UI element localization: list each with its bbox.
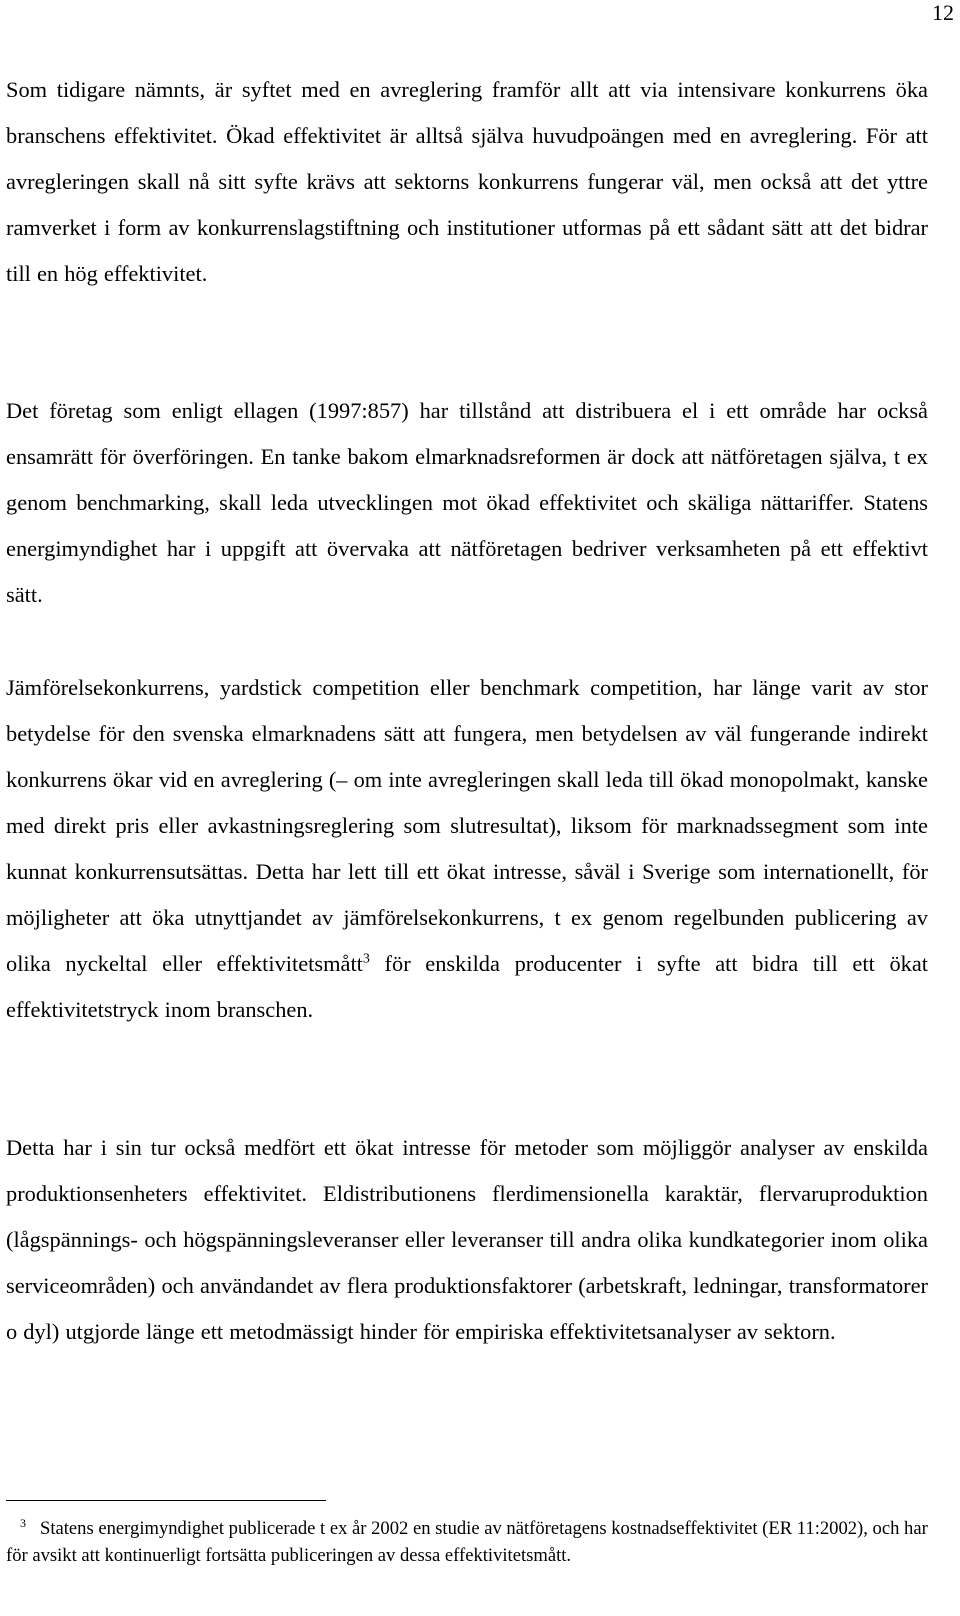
body-paragraph-1: Som tidigare nämnts, är syftet med en avreglering framför allt att via intensivare konkurrens öka branschens effektivitet. Ökad effektivitet är alltså själva huvudpoängen med en avreglering. För att avregleringen skall nå sitt syfte krävs att sektorns konkurrens fungerar väl, men också att det yttre ramverket i form av konkurrenslagstiftning och institutioner utformas på ett sådant sätt att det bidrar till en hög effektivitet. [6, 77, 928, 286]
body-paragraph-3 [6, 665, 928, 1033]
page-number: 12 [932, 0, 954, 25]
footnote-separator [6, 1500, 326, 1501]
body-paragraph-2: Det företag som enligt ellagen (1997:857) har tillstånd att distribuera el i ett område har också ensamrätt för överföringen. En tanke bakom elmarknadsreformen är dock att nätföretagen själva, t ex genom benchmarking, skall leda utvecklingen mot ökad effektivitet och skäliga nättariffer. Statens energimyndighet har i uppgift att övervaka att nätföretagen bedriver verksamheten på ett effektivt sätt. [6, 398, 928, 607]
footnote-text: Statens energimyndighet publicerade t ex år 2002 en studie av nätföretagens kostnadseffektivitet (ER 11:2002), och har för avsikt att kontinuerligt fortsätta publiceringen av dessa effektivitetsmått. [6, 1518, 928, 1566]
paragraph-3-text-before-reference: Jämförelsekonkurrens, yardstick competition eller benchmark competition, har länge varit av stor betydelse för den svenska elmarknadens sätt att fungera, men betydelsen av väl fungerande indirekt konkurrens ökar vid en avreglering (– om inte avregleringen skall leda till ökad monopolmakt, kanske med direkt pris eller avkastningsreglering som slutresultat), liksom för marknadssegment som inte kunnat konkurrensutsättas. Detta har lett till ett ökat intresse, såväl i Sverige som internationellt, för möjligheter att öka utnyttjandet av jämförelsekonkurrens, t ex genom regelbunden publicering av olika nyckeltal eller effektivitetsmått [6, 675, 928, 976]
body-paragraph-4: Detta har i sin tur också medfört ett ökat intresse för metoder som möjliggör analyser av enskilda produktionsenheters effektivitet. Eldistributionens flerdimensionella karaktär, flervaruproduktion (lågspännings- och högspänningsleveranser eller leveranser till andra olika kundkategorier inom olika serviceområden) och användandet av flera produktionsfaktorer (arbetskraft, ledningar, transformatorer o dyl) utgjorde länge ett metodmässigt hinder för empiriska effektivitetsanalyser av sektorn. [6, 1135, 928, 1344]
footnote-3: $^3$ Statens energimyndighet publicerade t ex år 2002 en studie av nätföretagens kostnadseffektivitet (ER 11:2002), och har för avsikt att kontinuerligt fortsätta publiceringen av dessa effektivitetsmått. [6, 1515, 928, 1566]
paragraph-3-text-after-reference: för enskilda producenter i syfte att bidra till ett ökat effektivitetstryck inom branschen. [6, 951, 928, 1022]
footnote-reference-3[interactable]: 3 [362, 951, 370, 967]
